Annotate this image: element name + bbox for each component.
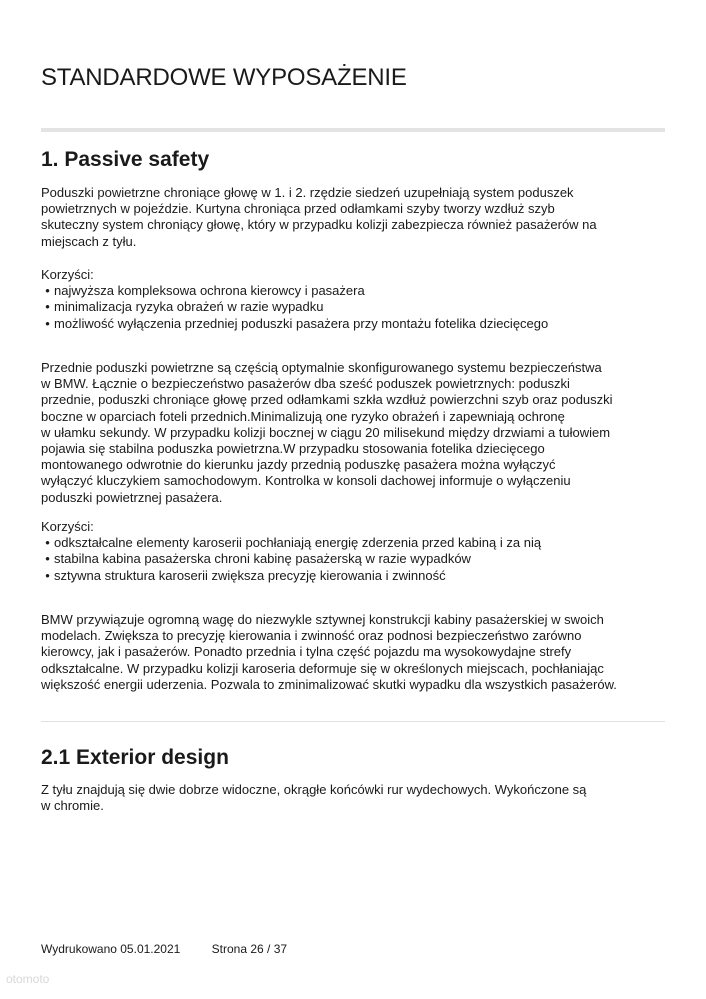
bullet-icon: • <box>45 567 50 583</box>
section-divider <box>41 721 665 722</box>
printed-date: Wydrukowano 05.01.2021 <box>41 942 181 956</box>
benefits-list <box>41 519 665 584</box>
page-footer <box>41 942 287 956</box>
bullet-icon: • <box>45 315 50 331</box>
paragraph-line: większość energii uderzenia. Pozwala to zminimalizować skutki wypadku dla wszystkich pasażerów. <box>41 676 617 692</box>
page-number: Strona 26 / 37 <box>211 942 288 956</box>
list-item: • stabilna kabina pasażerska chroni kabinę pasażerską w razie wypadków <box>41 551 665 567</box>
bullet-icon: • <box>45 535 50 551</box>
benefits-label: Korzyści: <box>41 267 94 282</box>
section-heading-passive-safety: 1. Passive safety <box>41 148 210 171</box>
paragraph <box>41 612 665 693</box>
section-heading-exterior-design: 2.1 Exterior design <box>41 746 229 769</box>
paragraph-line: Poduszki powietrzne chroniące głowę w 1. i 2. rzędzie siedzeń uzupełniają system poduszek <box>41 185 574 200</box>
list-item: • sztywna struktura karoserii zwiększa precyzję kierowania i zwinność <box>41 568 665 584</box>
paragraph-line: w chromie. <box>41 798 104 814</box>
list-item: • odkształcalne elementy karoserii pochłaniają energię zderzenia przed kabiną i za nią <box>41 535 665 551</box>
paragraph-line: poduszki powietrznej pasażera. <box>41 489 223 505</box>
paragraph <box>41 360 665 506</box>
paragraph-line: pojawia się stabilna poduszka powietrzna.W przypadku stosowania fotelika dziecięcego <box>41 441 545 457</box>
paragraph-line: skuteczny system chroniący głowę, który w przypadku kolizji zabezpiecza również pasażerów na <box>41 217 597 233</box>
bullet-icon: • <box>45 551 50 567</box>
paragraph-line: w ułamku sekundy. W przypadku kolizji bocznej w ciągu 20 milisekund między drzwiami a tułowiem <box>41 424 611 440</box>
benefits-list <box>41 267 665 332</box>
document-title: STANDARDOWE WYPOSAŻENIE <box>41 64 407 91</box>
paragraph-line: odkształcalne. W przypadku kolizji karoseria deformuje się w określonych miejscach, pochłaniając <box>41 660 604 676</box>
paragraph-line: modelach. Zwiększa to precyzję kierowania i zwinność oraz podnosi bezpieczeństwo zarówno <box>41 628 582 644</box>
paragraph-line: powietrznych w pojeździe. Kurtyna chroniąca przed odłamkami szyby tworzy wzdłuż szyb <box>41 201 555 217</box>
benefits-label: Korzyści: <box>41 519 94 534</box>
paragraph-line: Z tyłu znajdują się dwie dobrze widoczne, okrągłe końcówki rur wydechowych. Wykończone są <box>41 782 587 797</box>
bullet-icon: • <box>45 299 50 315</box>
paragraph-line: wyłączyć kluczykiem samochodowym. Kontrolka w konsoli dachowej informuje o wyłączeniu <box>41 473 571 489</box>
watermark-logo: otomoto <box>6 972 50 986</box>
paragraph-line: miejscach z tyłu. <box>41 233 137 249</box>
paragraph-line: montowanego odwrotnie do kierunku jazdy przednią poduszkę pasażera można wyłączyć <box>41 457 556 473</box>
paragraph-line: kierowcy, jak i pasażerów. Ponadto przednia i tylna część pojazdu ma wysokowydajne strefy <box>41 644 572 660</box>
paragraph-line: przednie, poduszki chroniące głowę przed odłamkami szkła wzdłuż powierzchni szyb oraz poduszki <box>41 392 613 408</box>
bullet-icon: • <box>45 283 50 299</box>
paragraph <box>41 185 665 250</box>
paragraph-line: boczne w oparciach foteli przednich.Minimalizują one ryzyko obrażeń i zapewniają ochronę <box>41 408 565 424</box>
list-item: • możliwość wyłączenia przedniej poduszki pasażera przy montażu fotelika dziecięcego <box>41 316 665 332</box>
paragraph <box>41 782 665 814</box>
paragraph-line: Przednie poduszki powietrzne są częścią optymalnie skonfigurowanego systemu bezpieczeństwa <box>41 360 602 375</box>
paragraph-line: BMW przywiązuje ogromną wagę do niezwykle sztywnej konstrukcji kabiny pasażerskiej w swoich <box>41 612 604 627</box>
paragraph-line: w BMW. Łącznie o bezpieczeństwo pasażerów dba sześć poduszek powietrznych: poduszki <box>41 376 570 392</box>
list-item: • minimalizacja ryzyka obrażeń w razie wypadku <box>41 299 665 315</box>
title-divider <box>41 128 665 132</box>
list-item: • najwyższa kompleksowa ochrona kierowcy i pasażera <box>41 283 665 299</box>
